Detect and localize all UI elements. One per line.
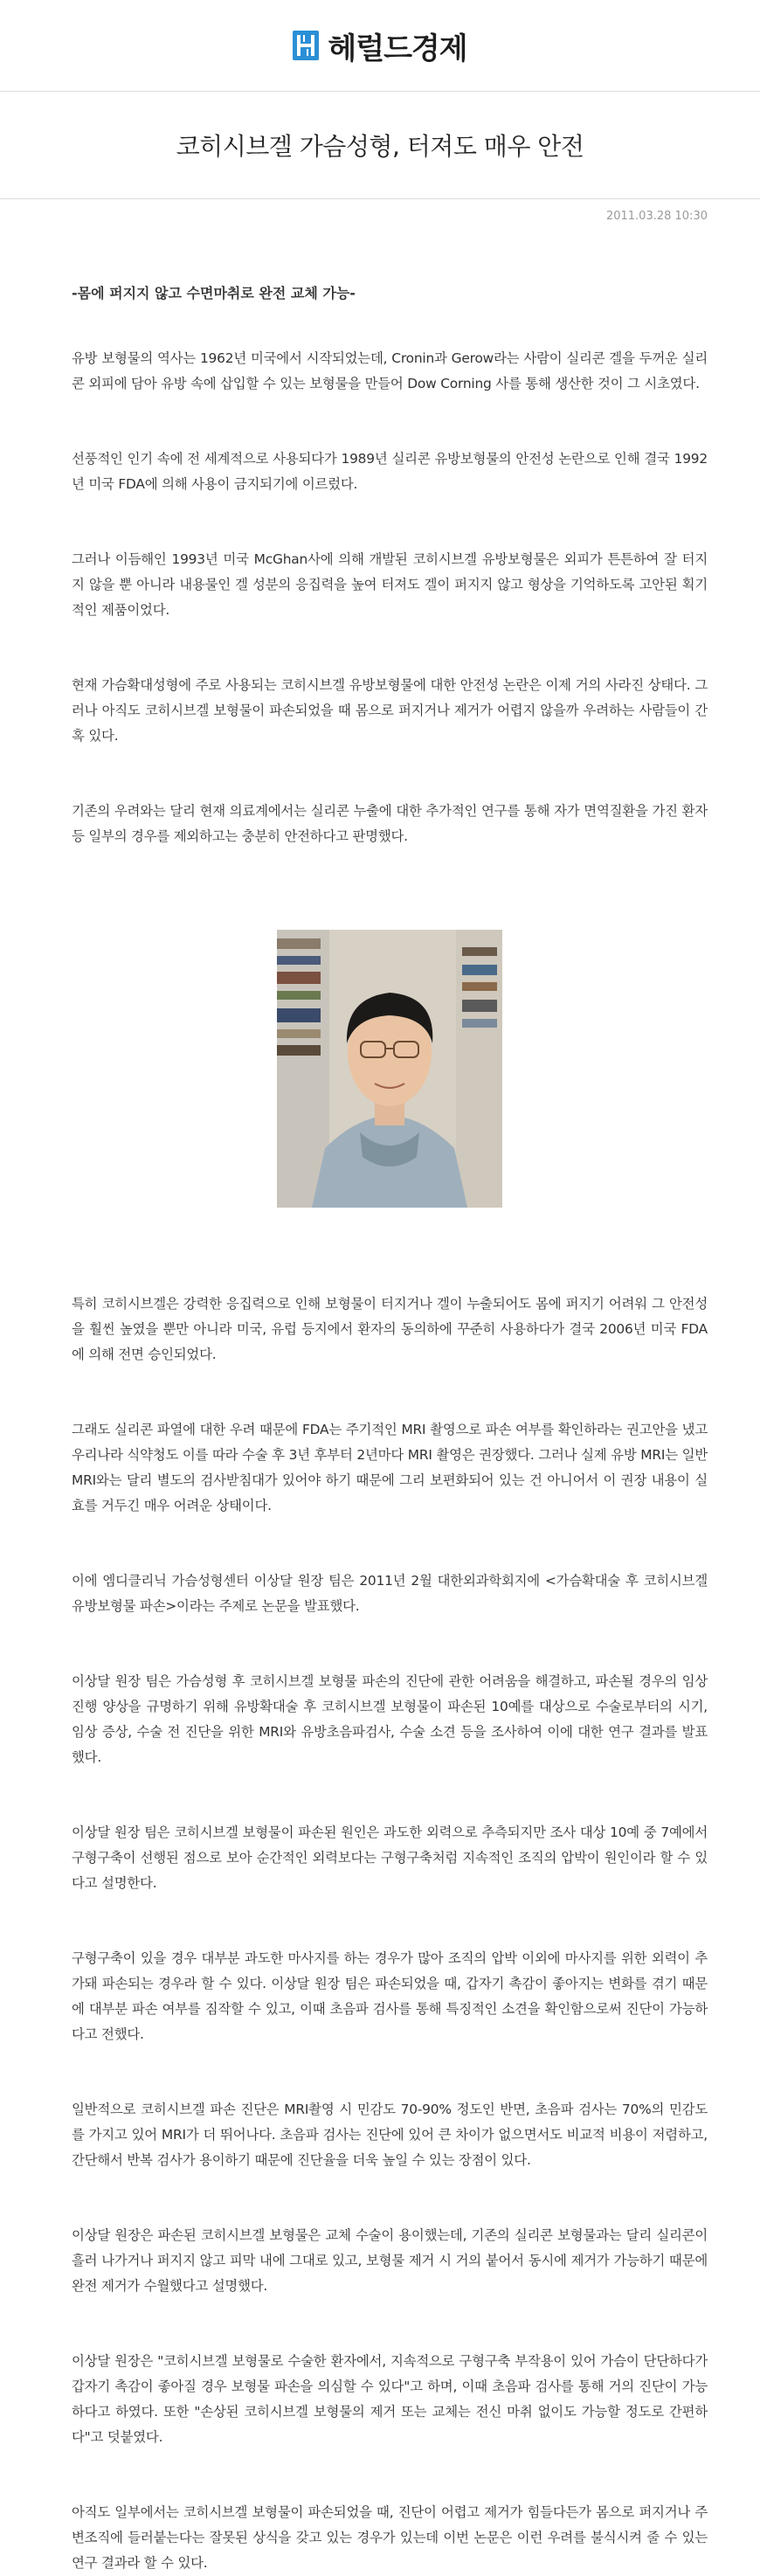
paragraph: 이상달 원장은 "코히시브겔 보형물로 수술한 환자에서, 지속적으로 구형구축 부작용이 있어 가슴이 단단하다가 갑자기 촉감이 좋아질 경우 보형물 파손을 의심할 수 있다"고 하며, 이때 초음파 검사를 통해 거의 진단이 가능하다고 하였다. 또한 "손상된 코히시브겔 보형물의 제거 또는 교체는 전신 마취 없이도 가능할 정도로 간편하다"고 덧붙였다. (72, 2353, 708, 2445)
paragraph: 현재 가슴확대성형에 주로 사용되는 코히시브겔 유방보형물에 대한 안전성 논란은 이제 거의 사라진 상태다. 그러나 아직도 코히시브겔 보형물이 파손되었을 때 몸으로 퍼지거나 제거가 어렵지 않을까 우려하는 사람들이 간혹 있다. (72, 677, 708, 744)
paragraph: 이상달 원장은 파손된 코히시브겔 보형물은 교체 수술이 용이했는데, 기존의 실리콘 보형물과는 달리 실리콘이 흘러 나가거나 퍼지지 않고 피막 내에 그대로 있고, 보형물 제거 시 거의 붙어서 동시에 제거가 가능하기 때문에 완전 제거가 수월했다고 설명했다. (72, 2227, 708, 2294)
article-date: 2011.03.28 10:30 (605, 210, 708, 223)
paragraph: 그러나 이듬해인 1993년 미국 McGhan사에 의해 개발된 코히시브겔 유방보형물은 외피가 튼튼하여 잘 터지지 않을 뿐 아니라 내용물인 겔 성분의 응집력을 높여 터져도 겔이 퍼지지 않고 형상을 기억하도록 고안된 획기적인 제품이었다. (72, 551, 708, 618)
photo-container (72, 930, 708, 1208)
herald-logo-icon[interactable] (293, 31, 319, 60)
paragraph: 구형구축이 있을 경우 대부분 과도한 마사지를 하는 경우가 많아 조직의 압박 이외에 마사지를 위한 외력이 추가돼 파손되는 경우라 할 수 있다. 이상달 원장 팀은 파손되었을 때, 갑자기 촉감이 좋아지는 변화를 겪기 때문에 대부분 파손 여부를 짐작할 수 있고, 이때 초음파 검사를 통해 특징적인 소견을 확인함으로써 진단이 가능하다고 전했다. (72, 1950, 708, 2042)
title-bar (0, 91, 760, 199)
paragraph: 선풍적인 인기 속에 전 세계적으로 사용되다가 1989년 실리콘 유방보형물의 안전성 논란으로 인해 결국 1992년 미국 FDA에 의해 사용이 금지되기에 이르렀다. (72, 451, 708, 492)
paragraph: 기존의 우려와는 달리 현재 의료계에서는 실리콘 누출에 대한 추가적인 연구를 통해 자가 면역질환을 가진 환자 등 일부의 경우를 제외하고는 충분히 안전하다고 판명했다. (72, 803, 708, 844)
article-title: 코히시브겔 가슴성형, 터져도 매우 안전 (176, 132, 584, 161)
article-body (0, 282, 760, 2576)
paragraph: 유방 보형물의 역사는 1962년 미국에서 시작되었는데, Cronin과 Gerow라는 사람이 실리콘 겔을 두꺼운 실리콘 외피에 담아 유방 속에 삽입할 수 있는 보형물을 만들어 Dow Corning 사를 통해 생산한 것이 그 시초였다. (72, 350, 708, 391)
paragraph: 그래도 실리콘 파열에 대한 우려 때문에 FDA는 주기적인 MRI 촬영으로 파손 여부를 확인하라는 권고안을 냈고 우리나라 식약청도 이를 따라 수술 후 3년 후부터 2년마다 MRI 촬영은 권장했다. 그러나 실제 유방 MRI는 일반 MRI와는 달리 별도의 검사받침대가 있어야 하기 때문에 그리 보편화되어 있는 건 아니어서 이 권장 내용이 실효를 거두긴 매우 어려운 상태이다. (72, 1422, 708, 1513)
paragraph: 이상달 원장 팀은 코히시브겔 보형물이 파손된 원인은 과도한 외력으로 추측되지만 조사 대상 10예 중 7예에서 구형구축이 선행된 점으로 보아 순간적인 외력보다는 구형구축처럼 지속적인 조직의 압박이 원인이라 할 수 있다고 설명한다. (72, 1825, 708, 1891)
paragraph: 특히 코히시브겔은 강력한 응집력으로 인해 보형물이 터지거나 겔이 누출되어도 몸에 퍼지기 어려워 그 안전성을 훨씬 높였을 뿐만 아니라 미국, 유럽 등지에서 환자의 동의하에 꾸준히 사용하다가 결국 2006년 미국 FDA에 의해 전면 승인되었다. (72, 1296, 708, 1362)
paragraph: 이에 엠디클리닉 가슴성형센터 이상달 원장 팀은 2011년 2월 대한외과학회지에 <가슴확대술 후 코히시브겔 유방보형물 파손>이라는 주제로 논문을 발표했다. (72, 1573, 708, 1614)
site-logo-text[interactable]: 헤럴드경제 (328, 31, 467, 66)
site-header (0, 0, 760, 91)
article-subheading: -몸에 퍼지지 않고 수면마취로 완전 교체 가능- (72, 285, 356, 301)
doctor-photo (277, 930, 502, 1208)
paragraph: 아직도 일부에서는 코히시브겔 보형물이 파손되었을 때, 진단이 어렵고 제거가 힘들다든가 몸으로 퍼지거나 주변조직에 들러붙는다는 잘못된 상식을 갖고 있는 경우가 있는데 이번 논문은 이런 우려를 불식시켜 줄 수 있는 연구 결과라 할 수 있다. (72, 2504, 708, 2571)
paragraph: 일반적으로 코히시브겔 파손 진단은 MRI촬영 시 민감도 70-90% 정도인 반면, 초음파 검사는 70%의 민감도를 가지고 있어 MRI가 더 뛰어나다. 초음파 검사는 진단에 있어 큰 차이가 없으면서도 비교적 비용이 저렴하고, 간단해서 반복 검사가 용이하기 때문에 진단율을 더욱 높일 수 있는 장점이 있다. (72, 2102, 708, 2168)
paragraph: 이상달 원장 팀은 가슴성형 후 코히시브겔 보형물 파손의 진단에 관한 어려움을 해결하고, 파손될 경우의 임상 진행 양상을 규명하기 위해 유방확대술 후 코히시브겔 보형물이 파손된 10예를 대상으로 수술로부터의 시기, 임상 증상, 수술 전 진단을 위한 MRI와 유방초음파검사, 수술 소견 등을 조사하여 이에 대한 연구 결과를 발표했다. (72, 1673, 708, 1765)
